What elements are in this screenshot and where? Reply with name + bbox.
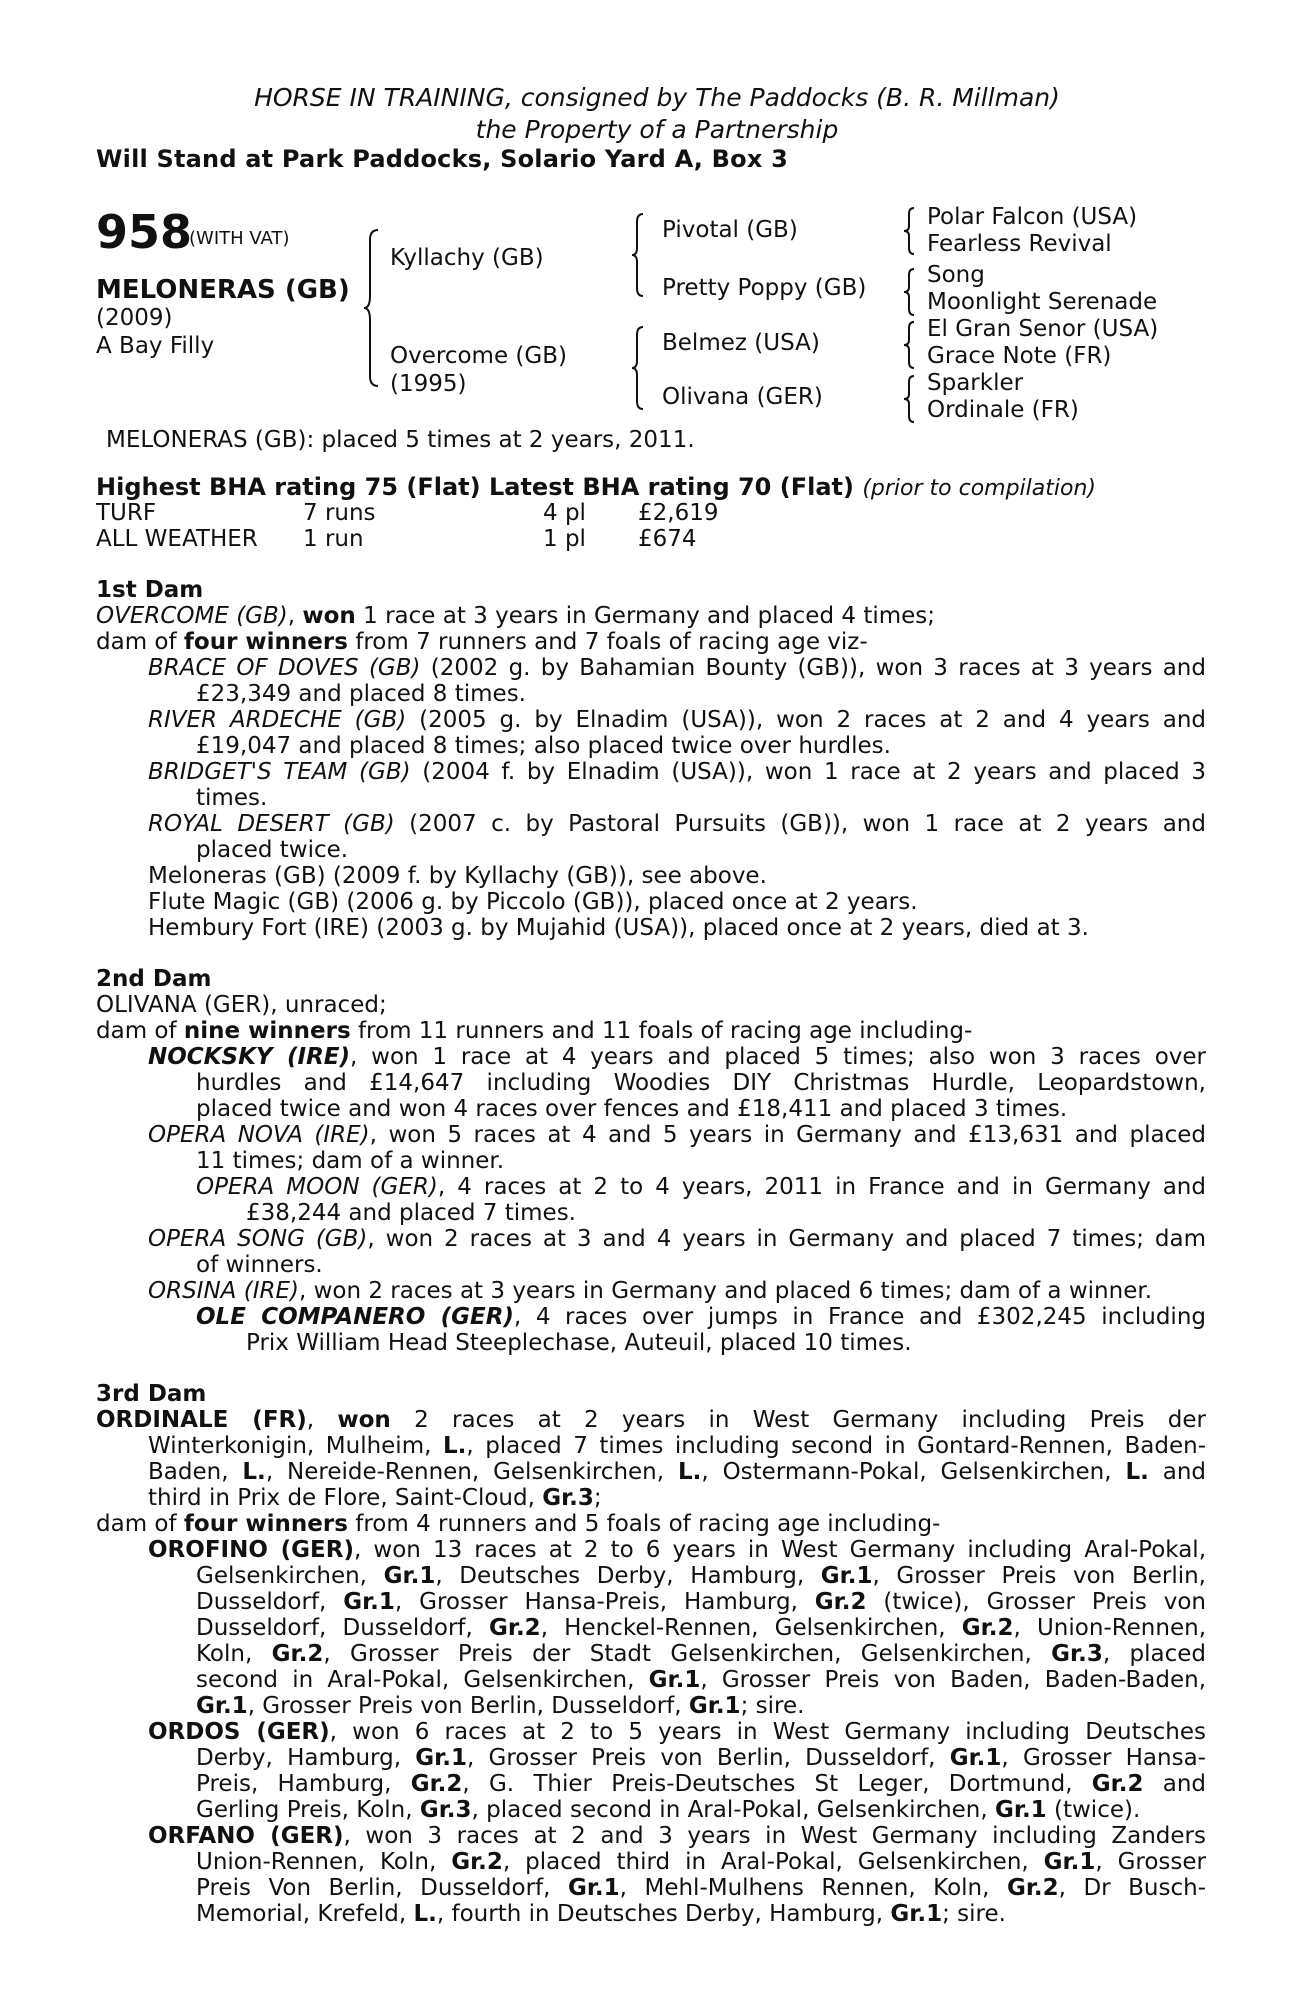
pedigree-g2: Fearless Revival [927,231,1112,257]
dam3-orofino-cont3: Dusseldorf, Dusseldorf, Gr.2, Henckel-Rennen, Gelsenkirchen, Gr.2, Union-Rennen, [196,1615,1207,1641]
pedigree-sire-sire: Pivotal (GB) [662,217,798,243]
pedigree-g8: Ordinale (FR) [927,397,1079,423]
pedigree-g7: Sparkler [927,370,1024,396]
dam2-progeny-opera-nova-cont: 11 times; dam of a winner. [196,1148,505,1174]
dam3-orofino-cont1: Gelsenkirchen, Gr.1, Deutsches Derby, Hamburg, Gr.1, Grosser Preis von Berlin, [196,1563,1206,1589]
dam1-progeny-3-cont: times. [196,785,268,811]
dam1-progeny-6: Flute Magic (GB) (2006 g. by Piccolo (GB)), placed once at 2 years. [148,889,918,915]
dam3-ordos-cont2: Preis, Hamburg, Gr.2, G. Thier Preis-Deutsches St Leger, Dortmund, Gr.2 and [196,1771,1207,1797]
bha-rating [96,473,1096,501]
rating-surface-turf: TURF [96,500,157,526]
pedigree-g6: Grace Note (FR) [927,343,1112,369]
section-2nd-dam: 2nd Dam [96,966,212,992]
horse-name: MELONERAS (GB) [96,275,350,305]
pedigree-sire: Kyllachy (GB) [390,245,544,271]
pedigree-g1: Polar Falcon (USA) [927,204,1138,230]
dam2-progeny-opera-nova: OPERA NOVA (IRE), won 5 races at 4 and 5 years in Germany and £13,631 and placed [148,1122,1206,1148]
dam1-progeny-4-cont: placed twice. [196,837,349,863]
dam3-orfano-cont2: Preis Von Berlin, Dusseldorf, Gr.1, Mehl-Mulhens Rennen, Koln, Gr.2, Dr Busch- [196,1875,1206,1901]
pedigree-brace-dam [630,325,646,411]
dam3-orofino-cont6: Gr.1, Grosser Preis von Berlin, Dusseldorf, Gr.1; sire. [196,1693,805,1719]
dam3-progeny-orfano: ORFANO (GER), won 3 races at 2 and 3 years in West Germany including Zanders [148,1823,1206,1849]
dam3-intro-cont1: Winterkonigin, Mulheim, L., placed 7 times including second in Gontard-Rennen, Baden- [148,1433,1206,1459]
dam3-orofino-cont4: Koln, Gr.2, Grosser Preis der Stadt Gelsenkirchen, Gelsenkirchen, Gr.3, placed [196,1641,1207,1667]
dam3-produce-summary: dam of four winners from 4 runners and 5 foals of racing age including- [96,1511,941,1537]
pedigree-brace-g2 [902,267,916,317]
dam3-intro-cont3: third in Prix de Flore, Saint-Cloud, Gr.3; [148,1485,602,1511]
dam3-orfano-cont3: Memorial, Krefeld, L., fourth in Deutsches Derby, Hamburg, Gr.1; sire. [196,1901,1006,1927]
dam2-progeny-nocksky-cont2: placed twice and won 4 races over fences and £18,411 and placed 3 times. [196,1096,1068,1122]
vat-label: (WITH VAT) [189,228,290,249]
pedigree-g4: Moonlight Serenade [927,289,1158,315]
dam2-grand-opera-moon: OPERA MOON (GER), 4 races at 2 to 4 years, 2011 in France and in Germany and [196,1174,1206,1200]
dam1-progeny-2: RIVER ARDECHE (GB) (2005 g. by Elnadim (USA)), won 2 races at 2 and 4 years and [148,707,1206,733]
pedigree-brace-g3 [902,320,916,370]
dam3-orofino-cont2: Dusseldorf, Gr.1, Grosser Hansa-Preis, Hamburg, Gr.2 (twice), Grosser Preis von [196,1589,1206,1615]
dam2-grand-ole-companero-cont: Prix William Head Steeplechase, Auteuil, placed 10 times. [246,1330,912,1356]
dam2-progeny-opera-song-cont: of winners. [196,1252,323,1278]
dam2-progeny-orsina: ORSINA (IRE), won 2 races at 3 years in Germany and placed 6 times; dam of a winner. [148,1278,1153,1304]
dam1-progeny-1-cont: £23,349 and placed 8 times. [196,681,526,707]
pedigree-dam-year: (1995) [390,371,467,397]
dam2-produce-summary: dam of nine winners from 11 runners and 11 foals of racing age including- [96,1018,973,1044]
dam2-progeny-nocksky: NOCKSKY (IRE), won 1 race at 4 years and placed 5 times; also won 3 races over [148,1044,1206,1070]
pedigree-g3: Song [927,262,985,288]
pedigree-brace-main [362,228,382,388]
dam1-progeny-4: ROYAL DESERT (GB) (2007 c. by Pastoral Pursuits (GB)), won 1 race at 2 years and [148,811,1206,837]
pedigree-g5: El Gran Senor (USA) [927,316,1159,342]
dam1-progeny-7: Hembury Fort (IRE) (2003 g. by Mujahid (USA)), placed once at 2 years, died at 3. [148,915,1089,941]
rating-runs-turf: 7 runs [303,500,376,526]
dam2-grand-ole-companero: OLE COMPANERO (GER), 4 races over jumps in France and £302,245 including [196,1304,1206,1330]
horse-description: A Bay Filly [96,333,215,359]
dam3-ordos-cont3: Gerling Preis, Koln, Gr.3, placed second in Aral-Pokal, Gelsenkirchen, Gr.1 (twice). [196,1797,1141,1823]
dam1-progeny-5: Meloneras (GB) (2009 f. by Kyllachy (GB)), see above. [148,863,767,889]
race-summary: MELONERAS (GB): placed 5 times at 2 years, 2011. [106,427,695,453]
dam1-produce-summary: dam of four winners from 7 runners and 7 foals of racing age viz- [96,629,868,655]
rating-note: (prior to compilation) [862,476,1096,501]
dam3-orfano-cont1: Union-Rennen, Koln, Gr.2, placed third in Aral-Pokal, Gelsenkirchen, Gr.1, Grosser [196,1849,1207,1875]
dam1-progeny-2-cont: £19,047 and placed 8 times; also placed twice over hurdles. [196,733,891,759]
pedigree-brace-g4 [902,374,916,424]
dam3-ordos-cont1: Derby, Hamburg, Gr.1, Grosser Preis von Berlin, Dusseldorf, Gr.1, Grosser Hansa- [196,1745,1206,1771]
dam2-intro: OLIVANA (GER), unraced; [96,992,387,1018]
pedigree-dam-sire: Belmez (USA) [662,330,820,356]
pedigree-dam-dam: Olivana (GER) [662,384,823,410]
dam2-progeny-opera-song: OPERA SONG (GB), won 2 races at 3 and 4 years in Germany and placed 7 times; dam [148,1226,1207,1252]
dam3-orofino-cont5: second in Aral-Pokal, Gelsenkirchen, Gr.1, Grosser Preis von Baden, Baden-Baden, [196,1667,1207,1693]
pedigree-dam: Overcome (GB) [390,343,567,369]
pedigree-brace-sire [630,212,646,298]
rating-runs-aw: 1 run [303,526,364,552]
consignor-line: HORSE IN TRAINING, consigned by The Paddocks (B. R. Millman) [254,83,1060,112]
dam1-intro: OVERCOME (GB), won 1 race at 3 years in Germany and placed 4 times; [96,603,936,629]
pedigree-brace-g1 [902,206,916,256]
dam1-progeny-1: BRACE OF DOVES (GB) (2002 g. by Bahamian Bounty (GB)), won 3 races at 3 years and [148,655,1206,681]
dam3-intro-cont2: Baden, L., Nereide-Rennen, Gelsenkirchen, L., Ostermann-Pokal, Gelsenkirchen, L. and [148,1459,1206,1485]
rating-text: Highest BHA rating 75 (Flat) Latest BHA rating 70 (Flat) [96,473,854,501]
rating-prize-turf: £2,619 [638,500,719,526]
property-line: the Property of a Partnership [475,115,839,144]
rating-surface-aw: ALL WEATHER [96,526,258,552]
dam3-progeny-ordos: ORDOS (GER), won 6 races at 2 to 5 years in West Germany including Deutsches [148,1719,1206,1745]
rating-placed-aw: 1 pl [543,526,586,552]
section-3rd-dam: 3rd Dam [96,1381,207,1407]
horse-year: (2009) [96,305,173,331]
rating-prize-aw: £674 [638,526,697,552]
dam1-progeny-3: BRIDGET'S TEAM (GB) (2004 f. by Elnadim (USA)), won 1 race at 2 years and placed 3 [148,759,1206,785]
section-1st-dam: 1st Dam [96,577,204,603]
pedigree-sire-dam: Pretty Poppy (GB) [662,275,867,301]
lot-number: 958 [96,205,193,259]
stand-location: Will Stand at Park Paddocks, Solario Yard A, Box 3 [96,145,788,173]
dam3-intro: ORDINALE (FR), won 2 races at 2 years in West Germany including Preis der [96,1407,1207,1433]
dam2-grand-opera-moon-cont: £38,244 and placed 7 times. [246,1200,576,1226]
rating-placed-turf: 4 pl [543,500,586,526]
dam2-progeny-nocksky-cont1: hurdles and £14,647 including Woodies DIY Christmas Hurdle, Leopardstown, [196,1070,1206,1096]
dam3-progeny-orofino: OROFINO (GER), won 13 races at 2 to 6 years in West Germany including Aral-Pokal, [148,1537,1207,1563]
